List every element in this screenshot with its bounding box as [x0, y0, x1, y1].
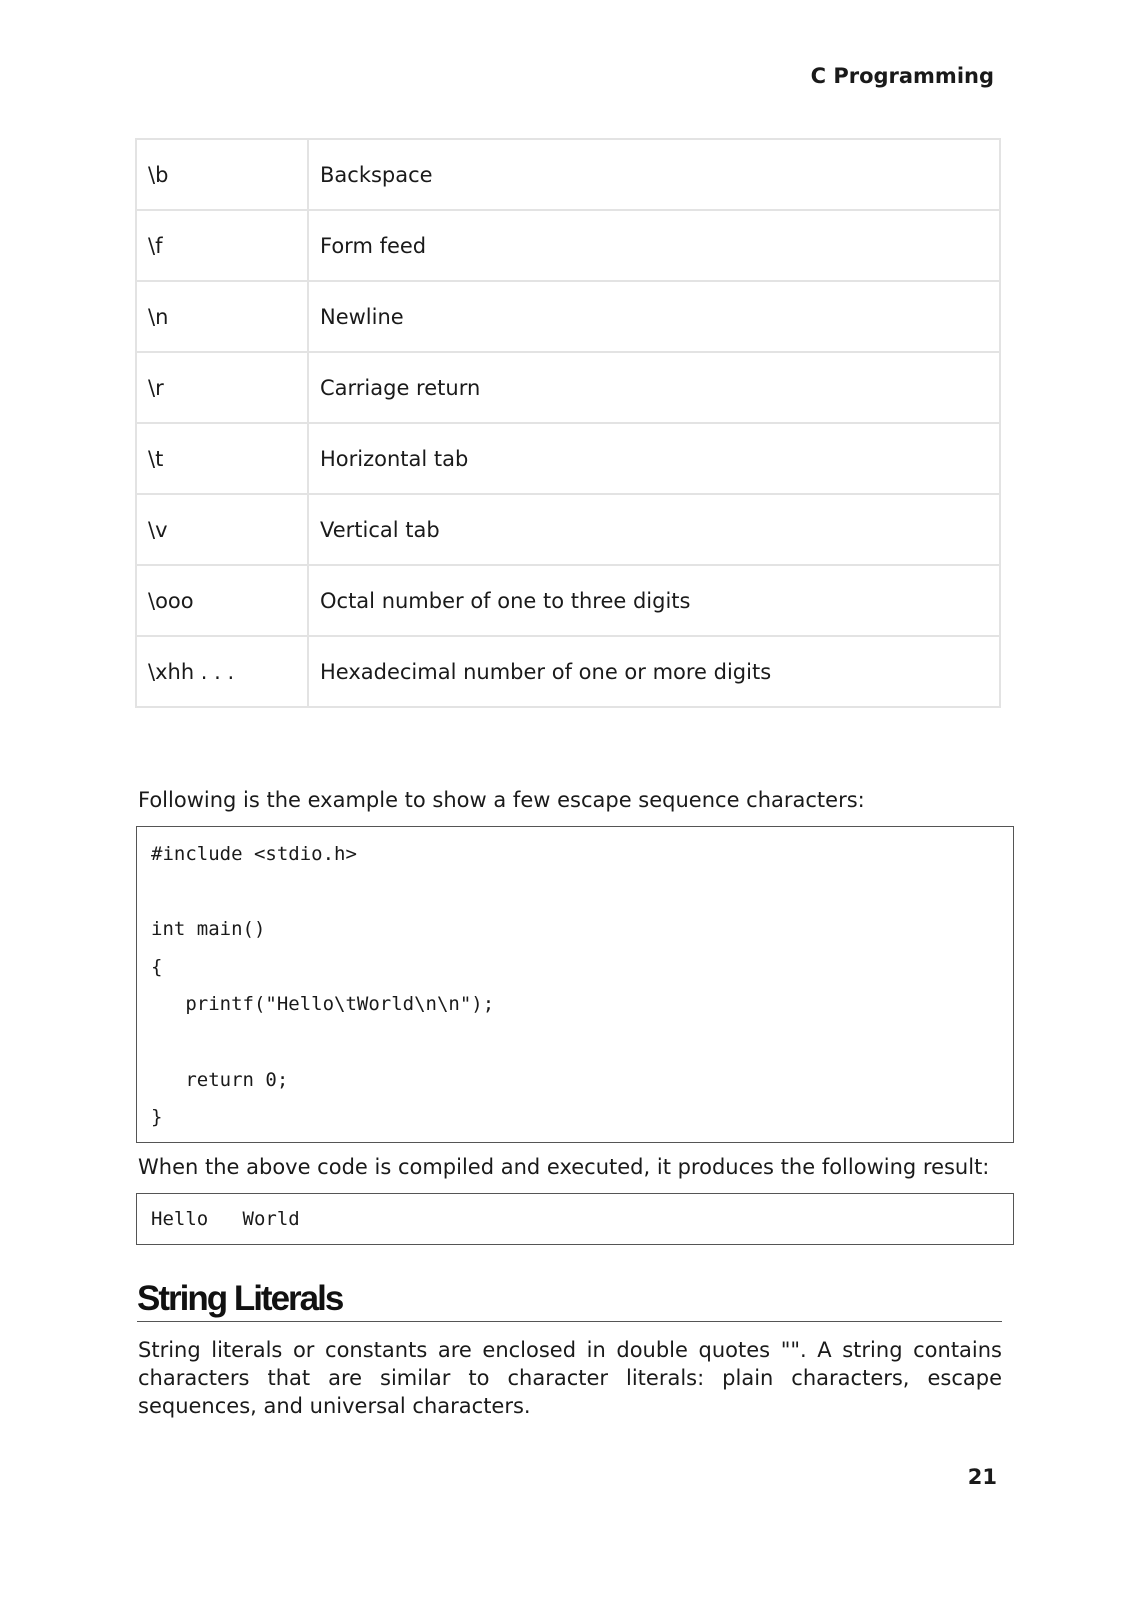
code-line-printf: printf("Hello\tWorld\n\n");: [151, 993, 495, 1015]
meaning-cell: Horizontal tab: [308, 423, 1000, 494]
escape-sequence-cell: \t: [136, 423, 308, 494]
escape-sequence-cell: \v: [136, 494, 308, 565]
escape-sequence-cell: \n: [136, 281, 308, 352]
escape-sequence-cell: \r: [136, 352, 308, 423]
code-line-return: return 0;: [151, 1069, 289, 1091]
meaning-cell: Backspace: [308, 139, 1000, 210]
table-row: [136, 565, 1000, 636]
table-row: [136, 281, 1000, 352]
table-row: [136, 139, 1000, 210]
escape-sequence-table: [135, 138, 1001, 708]
table-row: [136, 494, 1000, 565]
result-paragraph: When the above code is compiled and executed, it produces the following result:: [138, 1155, 990, 1179]
output-box: [136, 1193, 1014, 1245]
section-heading: String Literals: [137, 1277, 1002, 1322]
code-line-close-brace: }: [151, 1106, 163, 1128]
code-example-box: [136, 826, 1014, 1143]
escape-sequence-cell: \b: [136, 139, 308, 210]
meaning-cell: Carriage return: [308, 352, 1000, 423]
output-line: Hello World: [151, 1208, 300, 1230]
escape-sequence-cell: \f: [136, 210, 308, 281]
table-row: [136, 210, 1000, 281]
running-header: C Programming: [810, 64, 994, 88]
intro-paragraph: Following is the example to show a few escape sequence characters:: [138, 788, 865, 812]
page-number: 21: [967, 1465, 997, 1489]
meaning-cell: Hexadecimal number of one or more digits: [308, 636, 1000, 707]
section-body-paragraph: String literals or constants are enclosed in double quotes "". A string contains characters that are similar to character literals: plain characters, escape sequences, and universal characters.: [138, 1338, 1002, 1418]
table-row: [136, 636, 1000, 707]
code-line-open-brace: {: [151, 956, 163, 978]
meaning-cell: Octal number of one to three digits: [308, 565, 1000, 636]
table-row: [136, 423, 1000, 494]
meaning-cell: Vertical tab: [308, 494, 1000, 565]
code-line-include: #include <stdio.h>: [151, 843, 357, 865]
meaning-cell: Newline: [308, 281, 1000, 352]
meaning-cell: Form feed: [308, 210, 1000, 281]
table-row: [136, 352, 1000, 423]
escape-sequence-cell: \ooo: [136, 565, 308, 636]
escape-sequence-cell: \xhh . . .: [136, 636, 308, 707]
code-line-main: int main(): [151, 918, 266, 940]
